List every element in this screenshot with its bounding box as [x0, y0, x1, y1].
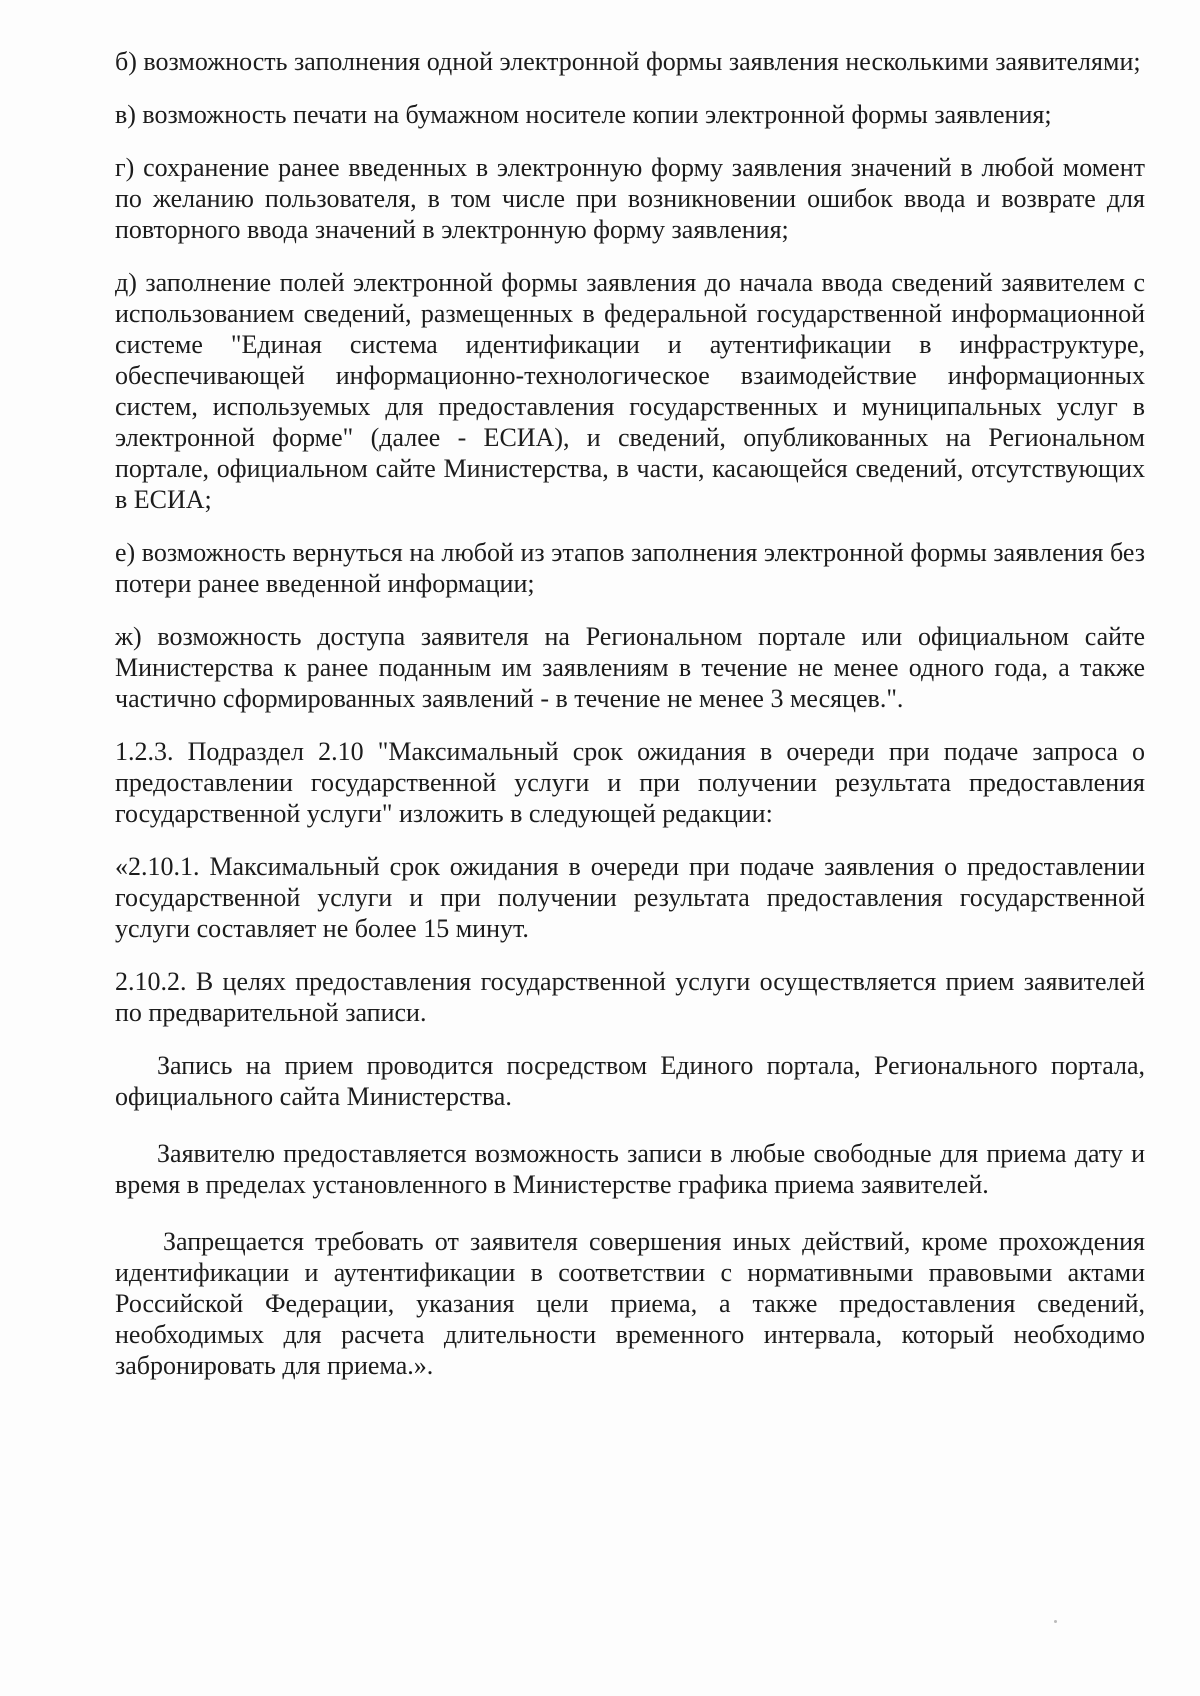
paragraph-zh: ж) возможность доступа заявителя на Региональном портале или официальном сайте Министерства к ранее поданным им заявлениям в течение не менее одного года, а также частично сформированных заявлений - в течение не менее 3 месяцев.". [115, 622, 1145, 713]
paragraph-appointment-channels: Запись на прием проводится посредством Единого портала, Регионального портала, официального сайта Министерства. [115, 1051, 1145, 1111]
paragraph-e: е) возможность вернуться на любой из этапов заполнения электронной формы заявления без потери ранее введенной информации; [115, 538, 1145, 598]
paragraph-g: г) сохранение ранее введенных в электронную форму заявления значений в любой момент по желанию пользователя, в том числе при возникновении ошибок ввода и возврате для повторного ввода значений в электронную форму заявления; [115, 153, 1145, 244]
paragraph-appointment-time: Заявителю предоставляется возможность записи в любые свободные для приема дату и время в пределах установленного в Министерстве графика приема заявителей. [115, 1139, 1145, 1199]
paragraph-2-10-2: 2.10.2. В целях предоставления государственной услуги осуществляется прием заявителей по предварительной записи. [115, 967, 1145, 1027]
paragraph-b: б) возможность заполнения одной электронной формы заявления несколькими заявителями; [115, 47, 1141, 76]
document-body [115, 46, 1145, 1403]
paragraph-1-2-3: 1.2.3. Подраздел 2.10 "Максимальный срок ожидания в очереди при подаче запроса о предоставлении государственной услуги и при получении результата предоставления государственной услуги" изложить в следующей редакции: [115, 737, 1145, 828]
scan-speck [1054, 1620, 1057, 1623]
paragraph-prohibition: Запрещается требовать от заявителя совершения иных действий, кроме прохождения идентификации и аутентификации в соответствии с нормативными правовыми актами Российской Федерации, указания цели приема, а также предоставления сведений, необходимых для расчета длительности временного интервала, который необходимо забронировать для приема.». [115, 1227, 1145, 1380]
paragraph-d: д) заполнение полей электронной формы заявления до начала ввода сведений заявителем с использованием сведений, размещенных в федеральной государственной информационной системе "Единая система идентификации и аутентификации в инфраструктуре, обеспечивающей информационно-технологическое взаимодействие информационных систем, используемых для предоставления государственных и муниципальных услуг в электронной форме" (далее - ЕСИА), и сведений, опубликованных на Региональном портале, официальном сайте Министерства, в части, касающейся сведений, отсутствующих в ЕСИА; [115, 268, 1145, 514]
paragraph-v: в) возможность печати на бумажном носителе копии электронной формы заявления; [115, 100, 1052, 129]
paragraph-2-10-1: «2.10.1. Максимальный срок ожидания в очереди при подаче заявления о предоставлении государственной услуги и при получении результата предоставления государственной услуги составляет не более 15 минут. [115, 852, 1145, 943]
